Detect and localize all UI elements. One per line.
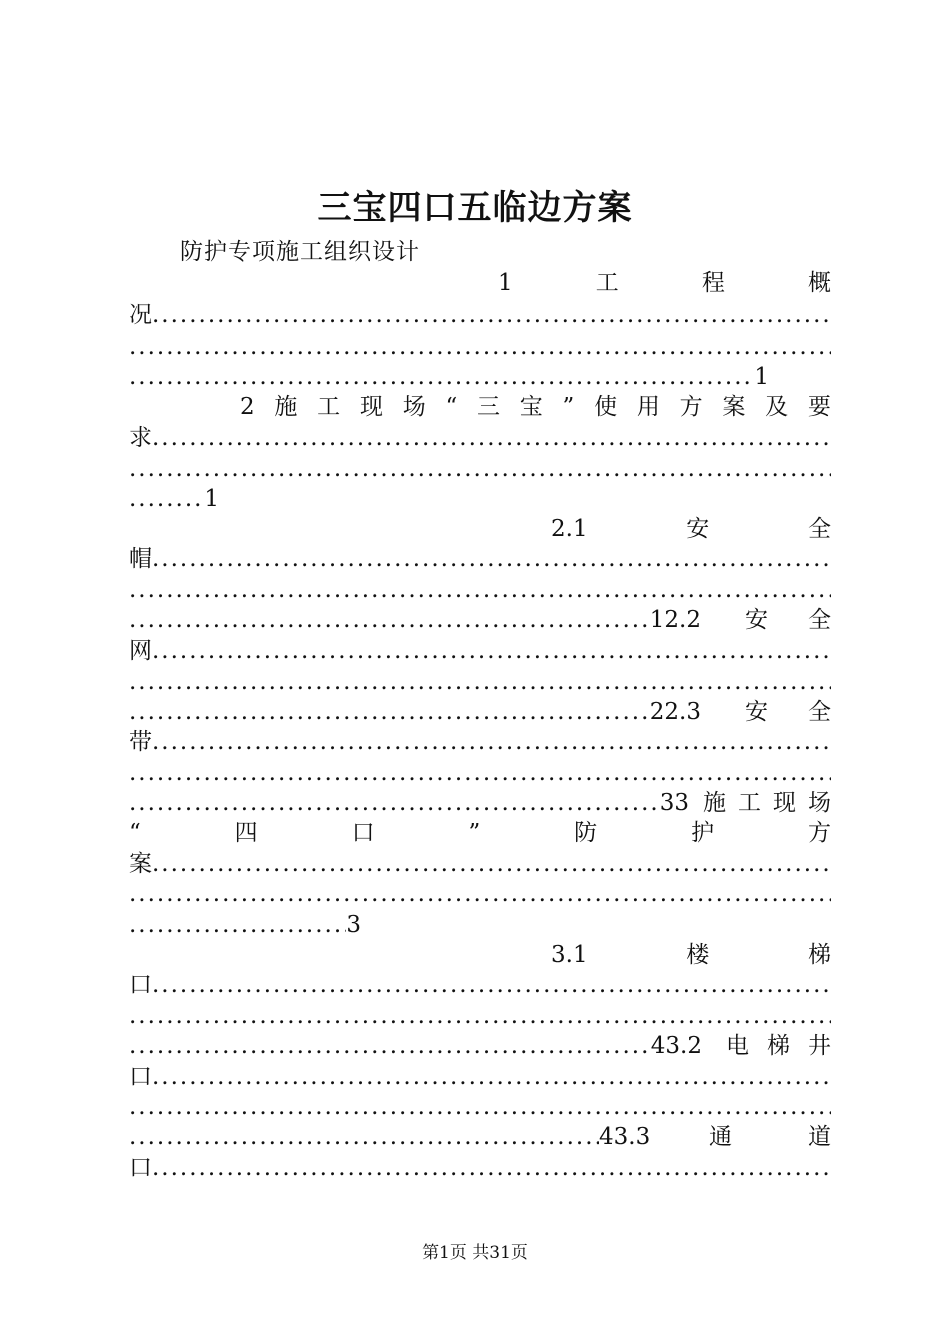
toc-entry-1-page <box>129 362 769 392</box>
toc-entry-3-2-dots <box>129 1062 831 1092</box>
toc-char: 通 <box>709 1124 732 1150</box>
leader-dots-line <box>129 575 831 605</box>
toc-char: 口 <box>129 972 152 998</box>
toc-number: 2.1 <box>551 516 588 542</box>
leader-dots <box>152 849 831 879</box>
toc-char: 护 <box>691 820 715 846</box>
toc-char: 安 <box>745 699 768 725</box>
leader-dots <box>129 605 650 635</box>
leader-dots <box>152 636 831 666</box>
toc-number: 3.3 <box>613 1124 651 1150</box>
toc-number: 2.3 <box>664 699 701 725</box>
toc-char: 帽 <box>129 546 152 572</box>
toc-page-number: 1 <box>204 486 219 512</box>
toc-char: 方 <box>679 394 703 420</box>
toc-page-number: 1 <box>754 364 769 390</box>
toc-char: 工 <box>317 394 341 420</box>
toc-page-number: 3 <box>659 790 675 816</box>
toc-char: 道 <box>808 1124 831 1150</box>
leader-dots <box>152 727 831 757</box>
toc-number: 2 <box>240 394 255 420</box>
toc-char: 口 <box>129 1155 152 1181</box>
toc-entry-3-heading <box>129 788 831 818</box>
leader-dots <box>129 362 754 392</box>
leader-dots <box>129 1122 599 1152</box>
leader-dots <box>129 910 346 940</box>
toc-char: 防 <box>574 820 598 846</box>
toc-char: 梯 <box>767 1033 790 1059</box>
toc-entry-2-1-dots <box>129 544 831 574</box>
toc-char: 施 <box>703 790 726 816</box>
toc-char: 网 <box>129 638 152 664</box>
toc-entry-1-dots <box>129 300 831 330</box>
toc-entry-3-line2 <box>129 818 831 848</box>
toc-number: 2.2 <box>664 607 701 633</box>
toc-char: 用 <box>636 394 660 420</box>
toc-entry-2-2-dots <box>129 636 831 666</box>
toc-entry-3-page <box>129 910 361 940</box>
leader-dots-line <box>129 879 831 909</box>
toc-char: 宝 <box>519 394 543 420</box>
toc-char: 带 <box>129 729 152 755</box>
toc-char: 工 <box>738 790 761 816</box>
toc-number: 3.2 <box>665 1033 702 1059</box>
toc-char: 求 <box>129 425 152 451</box>
toc-char: 口 <box>351 820 375 846</box>
toc-entry-1-heading <box>498 268 831 298</box>
toc-char: 楼 <box>686 942 710 968</box>
toc-entry-3-3-heading <box>129 1122 831 1152</box>
toc-char: 井 <box>808 1033 831 1059</box>
toc-page-number: 2 <box>649 699 665 725</box>
toc-char: 要 <box>807 394 831 420</box>
toc-char: 三 <box>477 394 500 420</box>
leader-dots <box>129 697 650 727</box>
toc-char: 全 <box>807 516 831 542</box>
toc-entry-3-3-dots <box>129 1153 831 1183</box>
toc-entry-2-heading <box>240 392 831 422</box>
toc-char: 程 <box>701 270 725 296</box>
toc-char: 况 <box>129 302 152 328</box>
toc-page-number: 4 <box>650 1033 666 1059</box>
toc-char: 工 <box>595 270 619 296</box>
leader-dots-line <box>129 1092 831 1122</box>
toc-page-number: 1 <box>649 607 665 633</box>
toc-entry-2-3-heading <box>129 697 831 727</box>
leader-dots <box>129 788 660 818</box>
toc-page-number: 4 <box>599 1124 614 1150</box>
toc-char: 使 <box>594 394 618 420</box>
toc-char: 方 <box>807 820 831 846</box>
toc-char: ” <box>562 394 575 420</box>
toc-char: 及 <box>765 394 789 420</box>
leader-dots-line <box>129 758 831 788</box>
toc-char: 全 <box>808 607 831 633</box>
page-footer: 第1页 共31页 <box>422 1243 528 1263</box>
leader-dots <box>152 1062 831 1092</box>
toc-entry-3-1-heading <box>551 940 831 970</box>
leader-dots <box>129 484 204 514</box>
toc-char: 场 <box>808 790 831 816</box>
toc-char: 梯 <box>807 942 831 968</box>
page-title: 三宝四口五临边方案 <box>317 188 633 228</box>
leader-dots-line <box>129 1001 831 1031</box>
toc-char: “ <box>129 820 141 846</box>
toc-entry-2-dots <box>129 423 831 453</box>
toc-number: 3.1 <box>551 942 588 968</box>
toc-char: 四 <box>234 820 258 846</box>
toc-page-number: 3 <box>346 912 361 938</box>
leader-dots <box>152 1153 831 1183</box>
toc-char: 安 <box>745 607 768 633</box>
toc-number: 1 <box>498 270 513 296</box>
toc-char: “ <box>445 394 458 420</box>
leader-dots-line <box>129 667 831 697</box>
toc-char: 口 <box>129 1064 152 1090</box>
toc-number: 3 <box>674 790 689 816</box>
toc-entry-2-2-heading <box>129 605 831 635</box>
leader-dots <box>152 544 831 574</box>
toc-char: ” <box>468 820 481 846</box>
leader-dots <box>129 1031 651 1061</box>
subtitle: 防护专项施工组织设计 <box>180 239 420 265</box>
toc-entry-3-dots <box>129 849 831 879</box>
toc-char: 案 <box>129 851 152 877</box>
toc-entry-2-1-heading <box>551 514 831 544</box>
toc-char: 现 <box>359 394 383 420</box>
toc-char: 案 <box>722 394 746 420</box>
toc-entry-3-1-dots <box>129 970 831 1000</box>
leader-dots-line <box>129 454 831 484</box>
toc-entry-2-page <box>129 484 219 514</box>
toc-char: 概 <box>807 270 831 296</box>
leader-dots-line <box>129 332 831 362</box>
toc-char: 施 <box>274 394 298 420</box>
leader-dots <box>152 970 831 1000</box>
toc-entry-3-2-heading <box>129 1031 831 1061</box>
toc-char: 全 <box>808 699 831 725</box>
toc-char: 安 <box>686 516 710 542</box>
toc-char: 现 <box>773 790 796 816</box>
leader-dots <box>152 300 831 330</box>
leader-dots <box>152 423 831 453</box>
toc-char: 场 <box>402 394 426 420</box>
toc-char: 电 <box>726 1033 749 1059</box>
toc-entry-2-3-dots <box>129 727 831 757</box>
